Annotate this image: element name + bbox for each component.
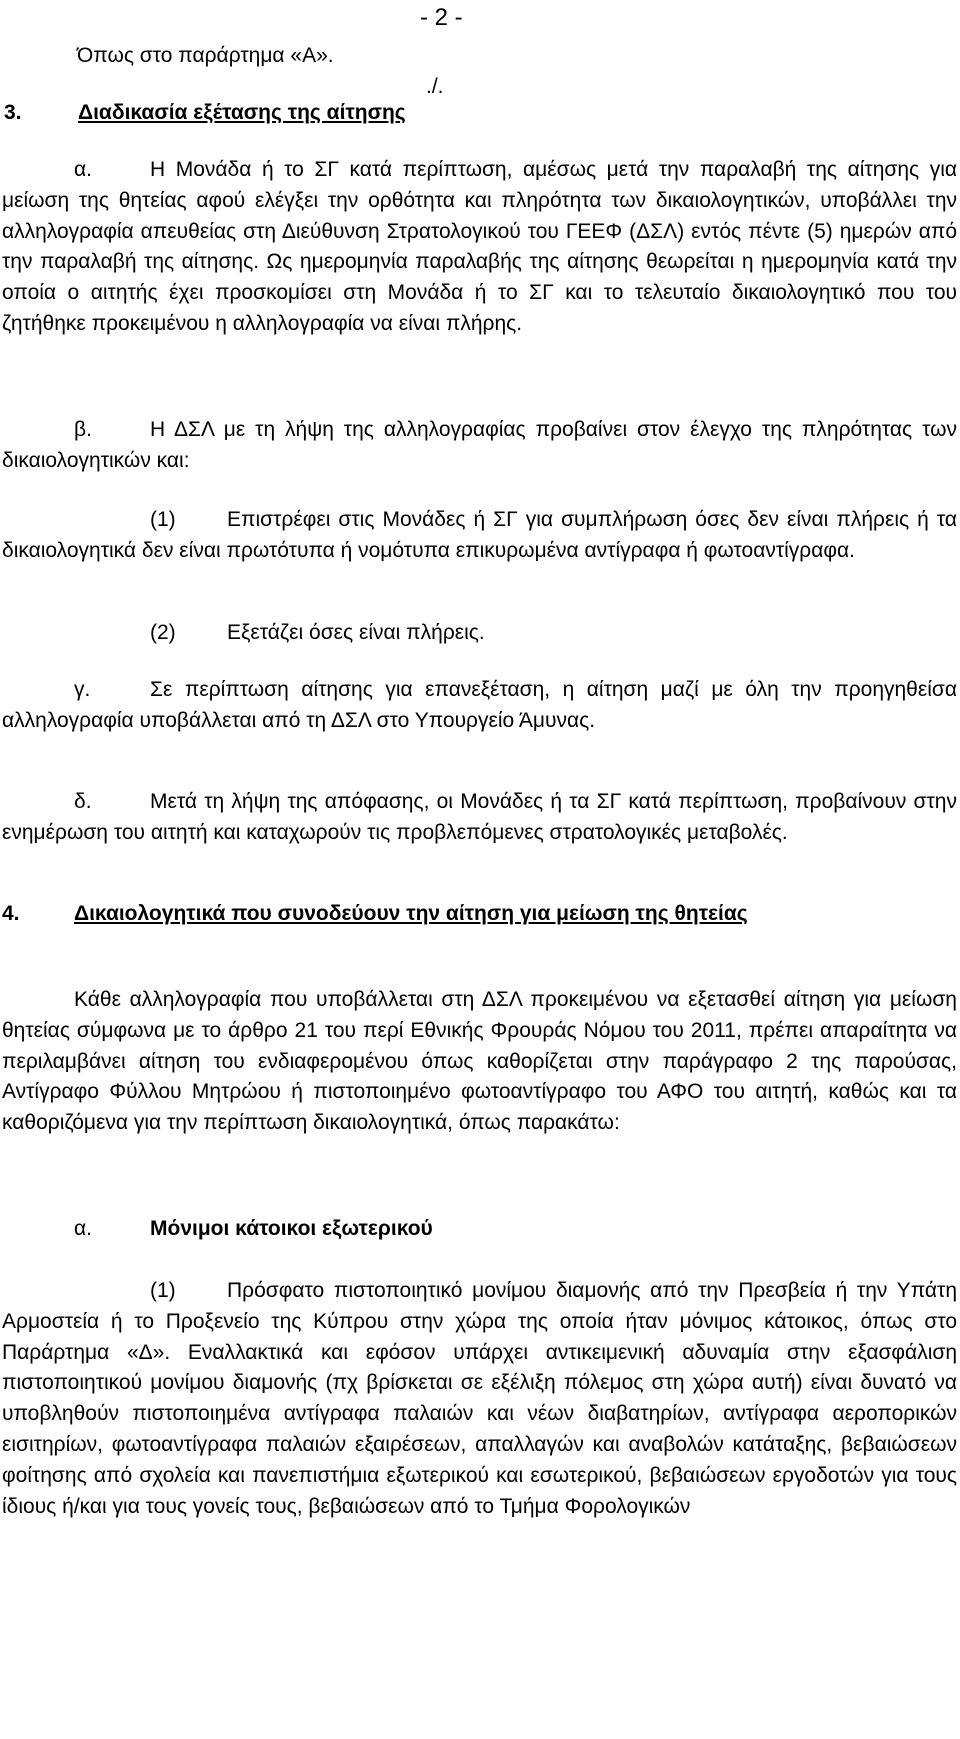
page-number: - 2 -	[420, 4, 463, 31]
item-b2-number: (2)	[150, 621, 176, 644]
section-4-title: Δικαιολογητικά που συνοδεύουν την αίτηση για μείωση της θητείας	[74, 902, 748, 925]
paragraph-d	[2, 787, 957, 849]
subsection-4a-title: Μόνιμοι κάτοικοι εξωτερικού	[150, 1217, 433, 1240]
item-b1-number: (1)	[150, 508, 176, 531]
item-b1	[2, 505, 957, 567]
paragraph-b-letter: β.	[74, 418, 92, 441]
item-b2	[2, 618, 957, 649]
paragraph-a-letter: α.	[74, 158, 92, 181]
paragraph-c-letter: γ.	[74, 678, 91, 701]
section-4-intro	[2, 985, 957, 1139]
paragraph-c-text: Σε περίπτωση αίτησης για επανεξέταση, η αίτηση μαζί με όλη την προηγηθείσα αλληλογραφία υποβάλλεται από τη ΔΣΛ στο Υπουργείο Άμυνας.	[2, 678, 957, 732]
subsection-4a-letter: α.	[74, 1217, 92, 1240]
paragraph-a-text: Η Μονάδα ή το ΣΓ κατά περίπτωση, αμέσως μετά την παραλαβή της αίτησης για μείωση της θητείας αφού ελέγξει την ορθότητα και πληρότητα των δικαιολογητικών, υποβάλλει την αλληλογραφία απευθείας στη Διεύθυνση Στρατολογικού του ΓΕΕΦ (ΔΣΛ) εντός πέντε (5) ημερών από την παραλαβή της αίτησης. Ως ημερομηνία παραλαβής της αίτησης θεωρείται η ημερομηνία κατά την οποία ο αιτητής έχει προσκομίσει στη Μονάδα ή το ΣΓ και το τελευταίο δικαιολογητικό που του ζητήθηκε προκειμένου η αλληλογραφία να είναι πλήρης.	[2, 158, 957, 335]
paragraph-c	[2, 675, 957, 737]
paragraph-d-letter: δ.	[74, 790, 92, 813]
item-4a1-number: (1)	[150, 1279, 176, 1302]
item-b1-text: Επιστρέφει στις Μονάδες ή ΣΓ για συμπλήρωση όσες δεν είναι πλήρεις ή τα δικαιολογητικά δεν είναι πρωτότυπα ή νομότυπα επικυρωμένα αντίγραφα ή φωτοαντίγραφα.	[2, 508, 957, 562]
section-3-title: Διαδικασία εξέτασης της αίτησης	[78, 101, 406, 124]
continuation-mark: ./.	[426, 75, 444, 98]
section-4-intro-text: Κάθε αλληλογραφία που υποβάλλεται στη ΔΣΛ προκειμένου να εξετασθεί αίτηση για μείωση θητείας σύμφωνα με το άρθρο 21 του περί Εθνικής Φρουράς Νόμου του 2011, πρέπει απαραίτητα να περιλαμβάνει αίτηση του ενδιαφερομένου όπως καθορίζεται στην παράγραφο 2 της παρούσας, Αντίγραφο Φύλλου Μητρώου ή πιστοποιημένο φωτοαντίγραφο του ΑΦΟ του αιτητή, καθώς και τα καθοριζόμενα για την περίπτωση δικαιολογητικά, όπως παρακάτω:	[2, 988, 957, 1135]
section-3-heading	[4, 101, 406, 125]
item-4a1	[2, 1276, 957, 1522]
section-3-number: 3.	[4, 101, 22, 124]
subsection-4a-heading	[2, 1214, 957, 1245]
section-4-heading	[2, 899, 957, 930]
section-4-number: 4.	[2, 902, 20, 925]
opening-line: Όπως στο παράρτημα «Α».	[77, 44, 334, 67]
paragraph-b-text: Η ΔΣΛ με τη λήψη της αλληλογραφίας προβαίνει στον έλεγχο της πληρότητας των δικαιολογητικών και:	[2, 418, 957, 472]
paragraph-a	[2, 155, 957, 340]
item-4a1-text: Πρόσφατο πιστοποιητικό μονίμου διαμονής από την Πρεσβεία ή την Υπάτη Αρμοστεία ή το Προξενείο της Κύπρου στην χώρα της οποία ήταν μόνιμος κάτοικος, όπως στο Παράρτημα «Δ». Εναλλακτικά και εφόσον υπάρχει αντικειμενική αδυναμία στην εξασφάλιση πιστοποιητικού μονίμου διαμονής (πχ βρίσκεται σε εξέλιξη πόλεμος στη χώρα αυτή) είναι δυνατό να υποβληθούν πιστοποιημένα αντίγραφα παλαιών και νέων διαβατηρίων, αντίγραφα αεροπορικών εισιτηρίων, φωτοαντίγραφα παλαιών εξαιρέσεων, απαλλαγών και αναβολών κατάταξης, βεβαιώσεων φοίτησης από σχολεία και πανεπιστήμια εξωτερικού και εσωτερικού, βεβαιώσεων εργοδοτών για τους ίδιους ή/και για τους γονείς τους, βεβαιώσεων από το Τμήμα Φορολογικών	[2, 1279, 957, 1518]
item-b2-text: Εξετάζει όσες είναι πλήρεις.	[227, 621, 485, 644]
paragraph-b	[2, 415, 957, 477]
paragraph-d-text: Μετά τη λήψη της απόφασης, οι Μονάδες ή τα ΣΓ κατά περίπτωση, προβαίνουν στην ενημέρωση του αιτητή και καταχωρούν τις προβλεπόμενες στρατολογικές μεταβολές.	[2, 790, 957, 844]
